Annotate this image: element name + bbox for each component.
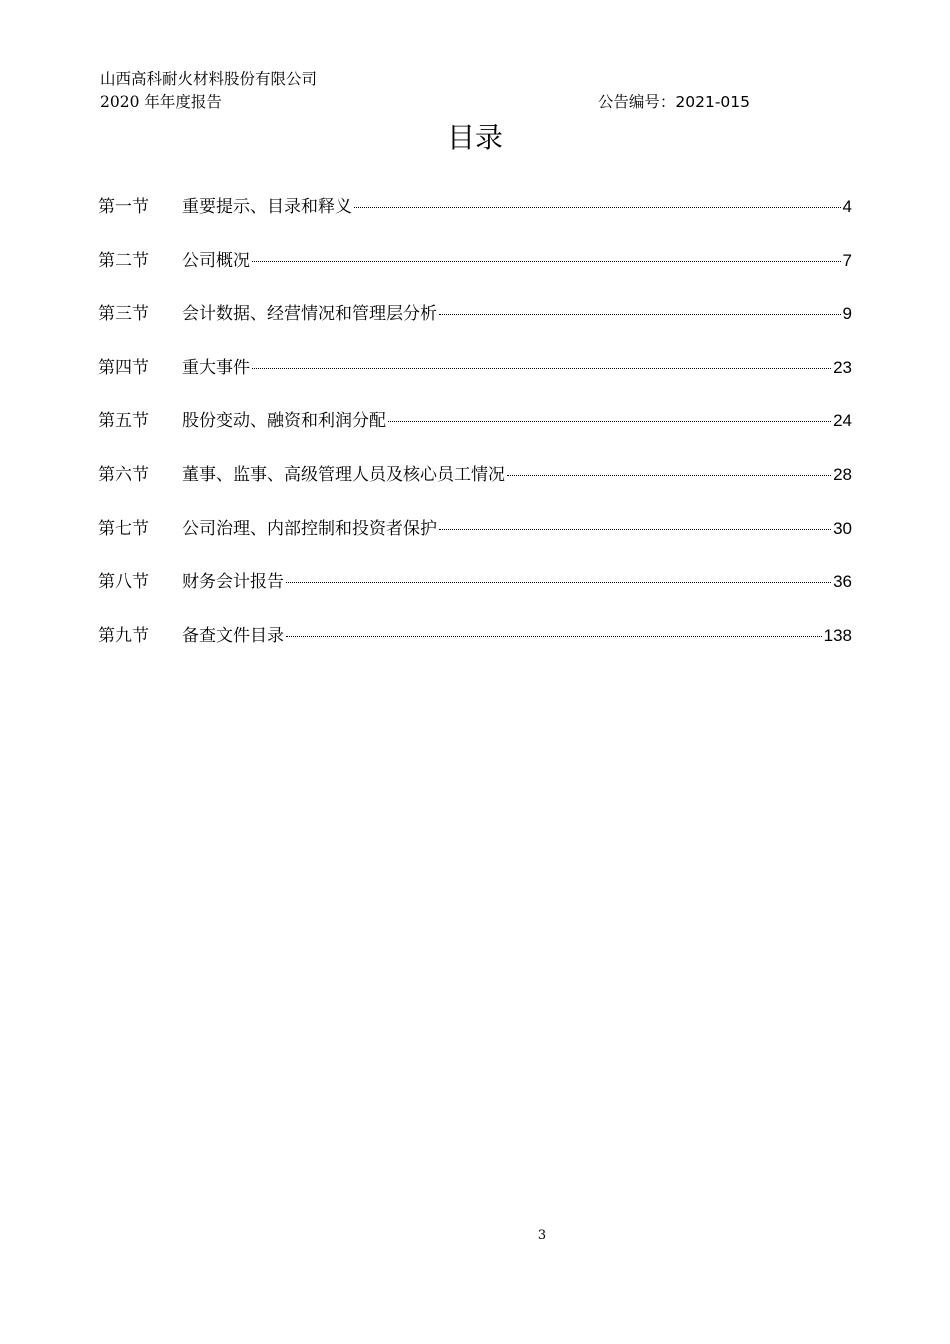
toc-section-number: 第三节 xyxy=(98,304,149,325)
toc-section-number: 第八节 xyxy=(98,572,149,593)
toc-page-number: 9 xyxy=(842,304,852,324)
toc-page-number: 4 xyxy=(842,197,852,216)
dot-leader xyxy=(354,207,841,208)
toc-section-number: 第二节 xyxy=(98,250,149,271)
toc-entry-6[interactable] xyxy=(98,462,852,516)
dot-leader xyxy=(388,421,831,422)
dot-leader xyxy=(439,314,841,315)
page-header xyxy=(100,68,760,114)
dot-leader xyxy=(252,261,841,262)
toc-page-number: 7 xyxy=(842,250,852,270)
page-number: 3 xyxy=(537,1228,547,1243)
toc-heading: 公司概况 xyxy=(182,250,250,271)
toc-entry-3[interactable] xyxy=(98,301,852,355)
toc-entry-9[interactable] xyxy=(98,623,852,677)
toc-entry-2[interactable] xyxy=(98,248,852,302)
toc-entry-4[interactable] xyxy=(98,355,852,409)
toc-page-number: 30 xyxy=(833,518,852,538)
toc-section-number: 第六节 xyxy=(98,464,149,485)
dot-leader xyxy=(286,636,822,637)
toc-entry-1[interactable] xyxy=(98,194,852,248)
toc-heading: 股份变动、融资和利润分配 xyxy=(182,411,386,432)
toc-heading: 重大事件 xyxy=(182,357,250,378)
toc-heading: 重要提示、目录和释义 xyxy=(182,197,352,217)
notice-number: 公告编号：2021-015 xyxy=(597,93,750,111)
toc-heading: 董事、监事、高级管理人员及核心员工情况 xyxy=(182,464,505,485)
toc-entry-5[interactable] xyxy=(98,408,852,462)
toc-page-number: 23 xyxy=(833,357,852,377)
toc-entry-7[interactable] xyxy=(98,516,852,570)
toc-heading: 会计数据、经营情况和管理层分析 xyxy=(182,304,437,325)
toc-section-number: 第一节 xyxy=(98,197,149,217)
dot-leader xyxy=(439,529,831,530)
toc-list xyxy=(98,194,852,676)
toc-section-number: 第九节 xyxy=(98,625,149,646)
toc-section-number: 第五节 xyxy=(98,411,149,432)
company-name: 山西高科耐火材料股份有限公司 xyxy=(100,70,318,88)
toc-section-number: 第四节 xyxy=(98,357,149,378)
dot-leader xyxy=(286,582,831,583)
toc-heading: 公司治理、内部控制和投资者保护 xyxy=(182,518,437,539)
toc-entry-8[interactable] xyxy=(98,569,852,623)
dot-leader xyxy=(252,368,831,369)
toc-page-number: 36 xyxy=(833,572,852,592)
toc-page-number: 138 xyxy=(823,625,852,645)
toc-heading: 备查文件目录 xyxy=(182,625,284,646)
toc-page-number: 28 xyxy=(833,464,852,484)
toc-title: 目录 xyxy=(446,121,503,154)
header-row xyxy=(100,91,760,114)
dot-leader xyxy=(507,475,831,476)
report-title: 2020 年年度报告 xyxy=(100,93,222,111)
toc-heading: 财务会计报告 xyxy=(182,572,284,593)
toc-section-number: 第七节 xyxy=(98,518,149,539)
toc-page-number: 24 xyxy=(833,411,852,431)
